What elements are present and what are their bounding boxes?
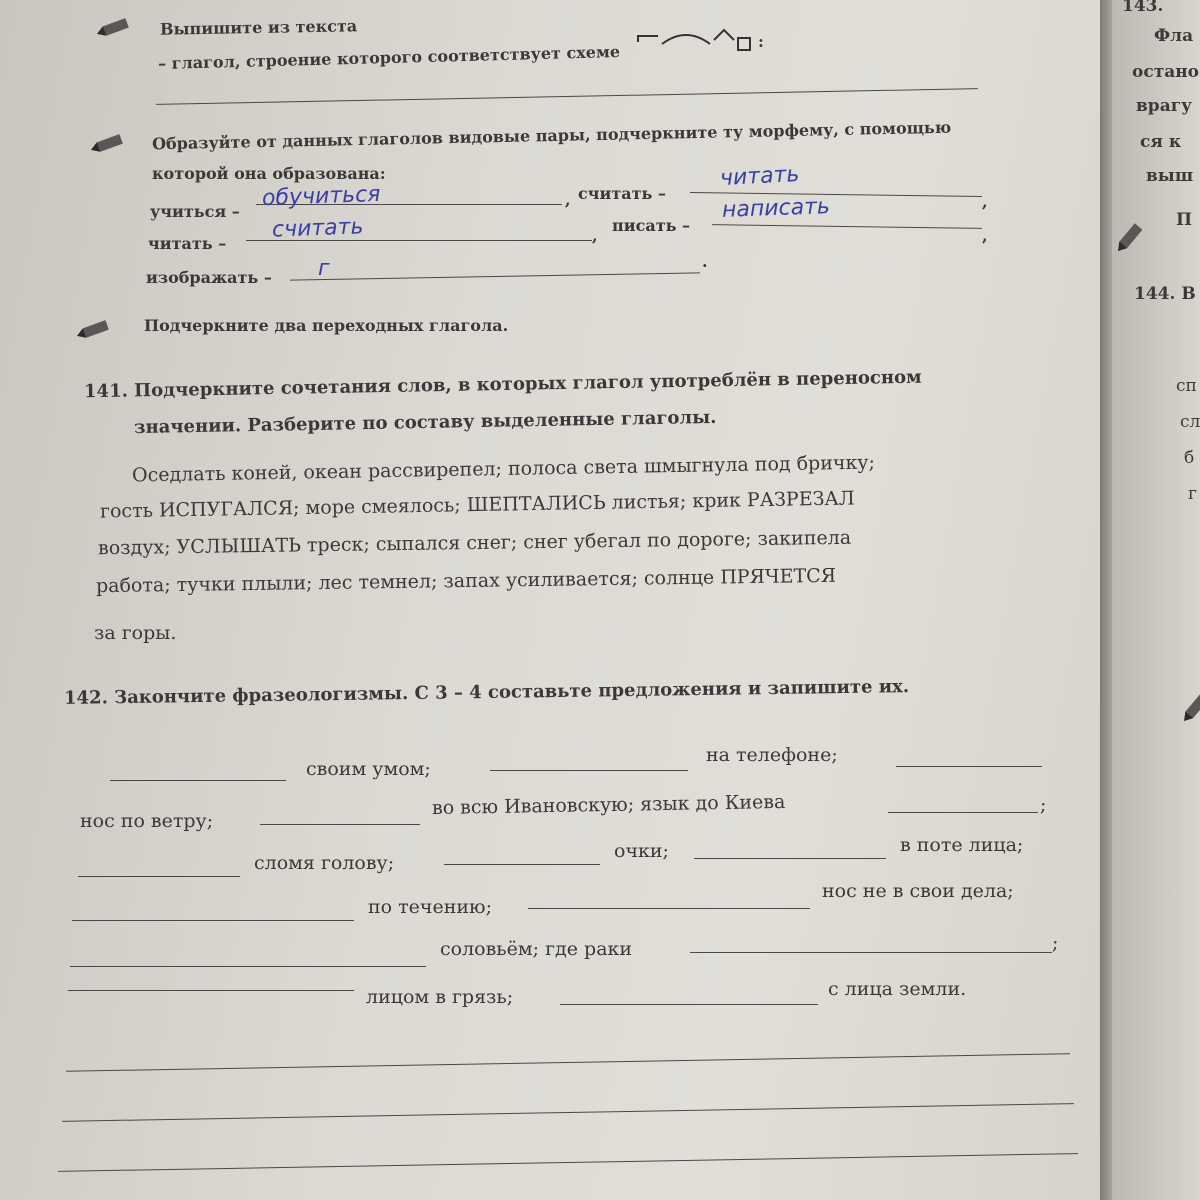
pair-verb: изображать – bbox=[146, 268, 272, 287]
pair-verb: учиться – bbox=[150, 202, 240, 221]
scheme-colon: : bbox=[758, 32, 764, 51]
right-page-fragment: сл bbox=[1180, 412, 1200, 432]
pencil-icon bbox=[94, 15, 131, 42]
morpheme-scheme bbox=[636, 26, 760, 62]
pair-end: , bbox=[565, 190, 571, 209]
answer-line[interactable] bbox=[66, 1053, 1070, 1072]
phrase: по течению; bbox=[368, 896, 492, 918]
pair-end: , bbox=[592, 226, 598, 245]
phrase: во всю Ивановскую; язык до Киева bbox=[431, 790, 786, 820]
ex141-text-line: работа; тучки плыли; лес темнел; запах усиливается; солнце ПРЯЧЕТСЯ bbox=[95, 564, 837, 598]
handwritten-answer: обучиться bbox=[261, 181, 381, 212]
pencil-icon bbox=[1112, 220, 1146, 256]
answer-line[interactable] bbox=[560, 1004, 818, 1005]
answer-line[interactable] bbox=[690, 952, 1052, 953]
phrase: на телефоне; bbox=[706, 744, 838, 766]
answer-line[interactable] bbox=[78, 876, 240, 877]
pair-end: . bbox=[702, 252, 708, 271]
handwritten-answer: написать bbox=[721, 194, 831, 223]
answer-line[interactable] bbox=[260, 824, 420, 825]
right-page-fragment: ся к bbox=[1140, 132, 1182, 152]
ex141-heading-2: значении. Разберите по составу выделенные глаголы. bbox=[133, 406, 717, 439]
answer-line[interactable] bbox=[444, 864, 600, 865]
phrase: нос не в свои дела; bbox=[822, 880, 1014, 902]
right-page-fragment: г bbox=[1188, 484, 1197, 504]
pencil-icon bbox=[1178, 690, 1200, 726]
pair-end: , bbox=[982, 226, 988, 245]
phrase: ; bbox=[1040, 794, 1047, 816]
phrase: очки; bbox=[614, 840, 669, 862]
handwritten-answer: считать bbox=[271, 214, 364, 243]
pair-verb: читать – bbox=[148, 234, 227, 253]
pair-verb: писать – bbox=[612, 216, 691, 235]
pencil-icon bbox=[88, 131, 125, 158]
phrase: ; bbox=[1052, 932, 1059, 954]
phrase: соловьём; где раки bbox=[440, 938, 633, 960]
handwritten-answer: читать bbox=[719, 161, 800, 192]
right-page-fragment: сп bbox=[1176, 376, 1197, 396]
answer-line[interactable] bbox=[896, 766, 1042, 767]
phrase: в поте лица; bbox=[900, 834, 1024, 856]
right-page-fragment: выш bbox=[1146, 166, 1194, 186]
pair-end: , bbox=[982, 192, 988, 211]
right-page-fragment: Фла bbox=[1154, 26, 1194, 46]
handwritten-answer: г bbox=[318, 256, 330, 281]
answer-line[interactable] bbox=[72, 920, 354, 921]
book-gutter bbox=[1100, 0, 1112, 1200]
right-page-fragment: б bbox=[1184, 448, 1195, 468]
pair-verb: считать – bbox=[578, 184, 666, 203]
answer-line[interactable] bbox=[62, 1103, 1074, 1122]
ex141-text-line: воздух; УСЛЫШАТЬ треск; сыпался снег; снег убегал по дороге; закипела bbox=[97, 526, 852, 560]
pencil-icon bbox=[74, 317, 111, 344]
right-page-fragment: 144. В bbox=[1134, 284, 1196, 304]
answer-line[interactable] bbox=[156, 88, 978, 105]
phrase: сломя голову; bbox=[254, 852, 395, 874]
answer-line[interactable] bbox=[694, 858, 886, 859]
task-b-instruction-1: Образуйте от данных глаголов видовые пары, подчеркните ту морфему, с помощью bbox=[151, 117, 952, 154]
answer-line[interactable] bbox=[712, 224, 982, 229]
ex141-text-line: Оседлать коней, океан рассвирепел; полоса света шмыгнула под бричку; bbox=[131, 451, 876, 487]
right-page-fragment: 143. bbox=[1122, 0, 1164, 16]
task-c-instruction: Подчеркните два переходных глагола. bbox=[144, 316, 509, 335]
phrase: нос по ветру; bbox=[80, 810, 214, 832]
answer-line[interactable] bbox=[290, 272, 700, 280]
phrase: лицом в грязь; bbox=[366, 986, 514, 1008]
adjacent-page bbox=[1112, 0, 1200, 1200]
right-page-fragment: врагу bbox=[1136, 96, 1193, 116]
phrase: своим умом; bbox=[306, 758, 431, 780]
answer-line[interactable] bbox=[888, 812, 1038, 813]
task-b-instruction-2: которой она образована: bbox=[152, 164, 386, 183]
ex141-text-line: гость ИСПУГАЛСЯ; море смеялось; ШЕПТАЛИСЬ листья; крик РАЗРЕЗАЛ bbox=[99, 487, 855, 523]
task-a-title: Выпишите из текста bbox=[159, 16, 358, 39]
answer-line[interactable] bbox=[70, 966, 426, 967]
answer-line[interactable] bbox=[690, 192, 982, 197]
answer-line[interactable] bbox=[490, 770, 688, 771]
right-page-fragment: П bbox=[1176, 210, 1193, 230]
phrase: с лица земли. bbox=[828, 978, 967, 1000]
ex141-heading-1: 141. Подчеркните сочетания слов, в которых глагол употреблён в переносном bbox=[83, 366, 922, 403]
answer-line[interactable] bbox=[68, 990, 354, 991]
answer-line[interactable] bbox=[528, 908, 810, 909]
answer-line[interactable] bbox=[110, 780, 286, 781]
task-a-item: – глагол, строение которого соответствует схеме bbox=[157, 41, 621, 74]
ex141-text-line: за горы. bbox=[94, 622, 177, 644]
ex142-heading: 142. Закончите фразеологизмы. С 3 – 4 составьте предложения и запишите их. bbox=[63, 676, 910, 709]
right-page-fragment: остано bbox=[1132, 62, 1200, 82]
answer-line[interactable] bbox=[58, 1153, 1078, 1172]
